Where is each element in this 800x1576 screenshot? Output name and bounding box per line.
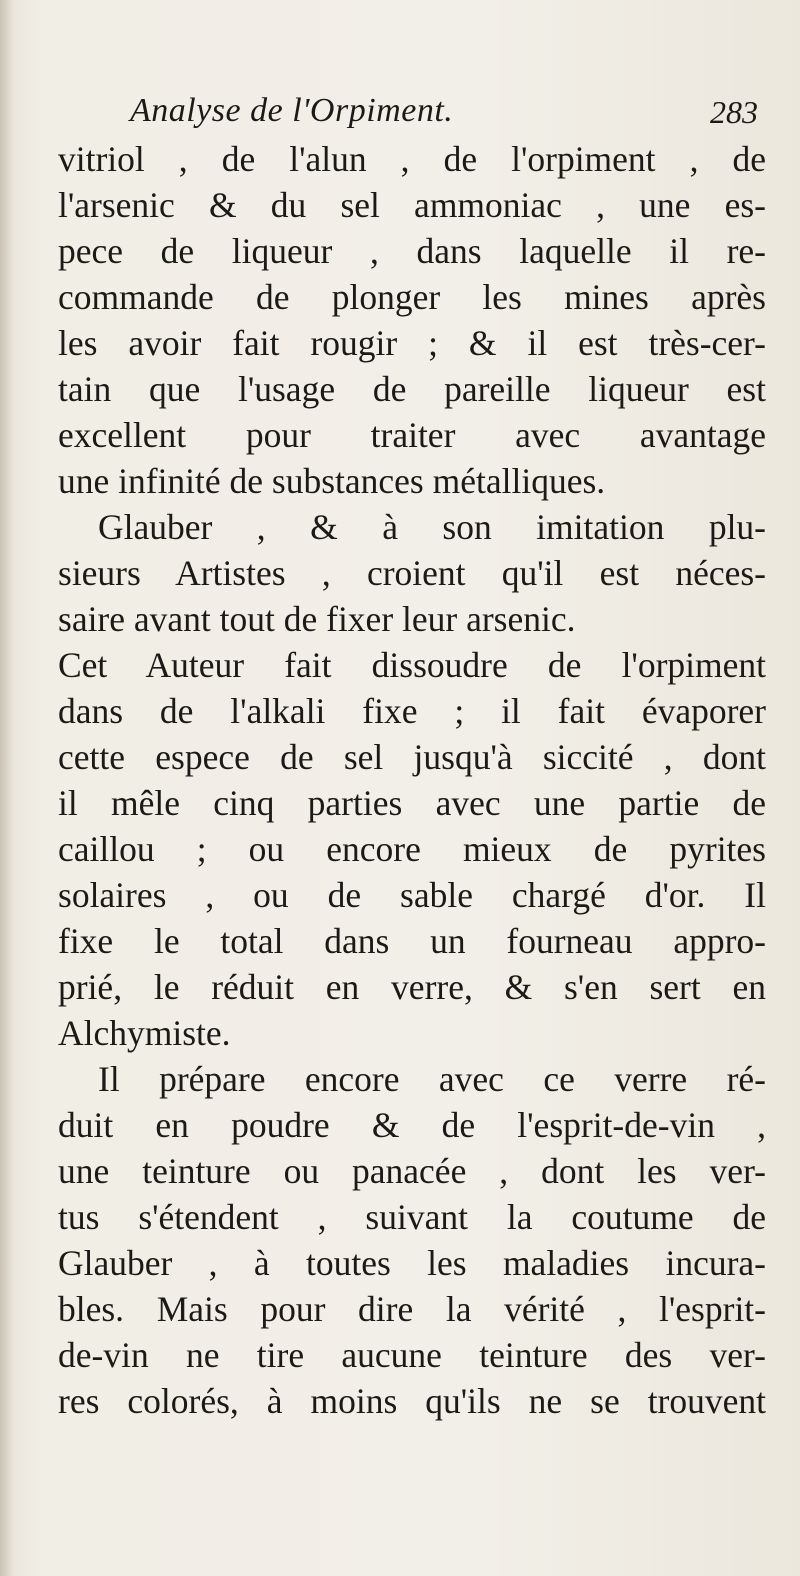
text-line: de-vin ne tire aucune teinture des ver- (58, 1335, 766, 1375)
text-line: dans de l'alkali fixe ; il fait évaporer (58, 691, 766, 731)
text-line: commande de plonger les mines après (58, 277, 766, 317)
text-line: bles. Mais pour dire la vérité , l'esprit- (58, 1289, 766, 1329)
paragraph-start-line: Glauber , & à son imitation plu- (98, 507, 766, 547)
page-number: 283 (710, 94, 758, 130)
text-line: vitriol , de l'alun , de l'orpiment , de (58, 139, 766, 179)
text-line: res colorés, à moins qu'ils ne se trouvent (58, 1381, 766, 1421)
text-line: pece de liqueur , dans laquelle il re- (58, 231, 766, 271)
text-line: duit en poudre & de l'esprit-de-vin , (58, 1105, 766, 1145)
text-line: solaires , ou de sable chargé d'or. Il (58, 875, 766, 915)
page-header (0, 92, 800, 138)
text-line: excellent pour traiter avec avantage (58, 415, 766, 455)
text-line: tain que l'usage de pareille liqueur est (58, 369, 766, 409)
text-line: fixe le total dans un fourneau appro- (58, 921, 766, 961)
text-line: Cet Auteur fait dissoudre de l'orpiment (58, 645, 766, 685)
text-line: sieurs Artistes , croient qu'il est néces- (58, 553, 766, 593)
text-line: les avoir fait rougir ; & il est très-cer- (58, 323, 766, 363)
text-line: saire avant tout de fixer leur arsenic. (58, 599, 576, 639)
text-line: caillou ; ou encore mieux de pyrites (58, 829, 766, 869)
paragraph-start-line: Il prépare encore avec ce verre ré- (98, 1059, 766, 1099)
text-line: il mêle cinq parties avec une partie de (58, 783, 766, 823)
body-text (58, 136, 766, 1424)
text-line: Alchymiste. (58, 1013, 231, 1053)
text-line: une teinture ou panacée , dont les ver- (58, 1151, 766, 1191)
page-edge-shadow (0, 0, 14, 1576)
text-line: une infinité de substances métalliques. (58, 461, 606, 501)
text-line: l'arsenic & du sel ammoniac , une es- (58, 185, 766, 225)
text-line: prié, le réduit en verre, & s'en sert en (58, 967, 766, 1007)
running-title: Analyse de l'Orpiment. (130, 92, 454, 129)
text-line: Glauber , à toutes les maladies incura- (58, 1243, 766, 1283)
text-line: tus s'étendent , suivant la coutume de (58, 1197, 766, 1237)
text-line: cette espece de sel jusqu'à siccité , dont (58, 737, 766, 777)
